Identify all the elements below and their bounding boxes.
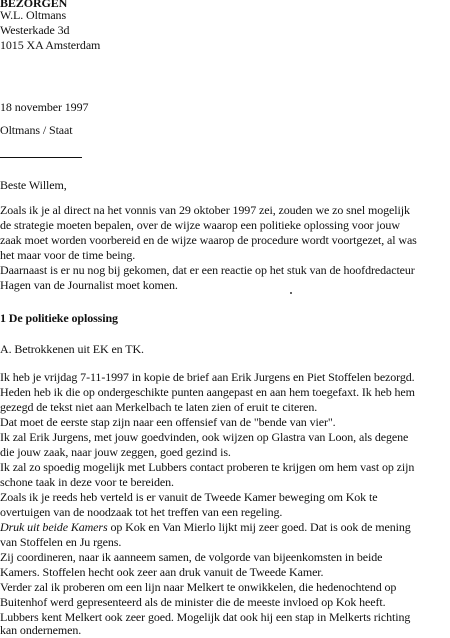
salutation: Beste Willem,: [0, 178, 67, 192]
paragraph-line: zaak moet worden voorbereid en de wijze waarop de procedure wordt voortgezet, al was: [0, 233, 417, 247]
recipient-city: 1015 XA Amsterdam: [0, 38, 101, 52]
paragraph-line: overtuigen van de noodzaak tot het treffen van een regeling.: [0, 505, 283, 519]
paragraph-line: [0, 520, 411, 535]
paragraph-line: Zoals ik je reeds heb verteld is er vanuit de Tweede Kamer beweging om Kok te: [0, 490, 378, 504]
paragraph-line: Hagen van de Journalist moet komen.: [0, 278, 178, 292]
subsection-title: A. Betrokkenen uit EK en TK.: [0, 342, 144, 356]
paragraph-line: schone taak in deze voor te bereiden.: [0, 475, 174, 489]
paragraph-line: Daarnaast is er nu nog bij gekomen, dat er een reactie op het stuk van de hoofdredacteur: [0, 263, 415, 277]
recipient-name: W.L. Oltmans: [0, 8, 67, 22]
paragraph-line: Dat moet de eerste stap zijn naar een offensief van de "bende van vier".: [0, 415, 336, 429]
paragraph-line: Ik zal Erik Jurgens, met jouw goedvinden, ook wijzen op Glastra van Loon, als degene: [0, 430, 409, 444]
paragraph-line: de strategie moeten bepalen, over de wijze waarop een politieke oplossing voor jouw: [0, 218, 400, 232]
paragraph-line: Buitenhof werd gepresenteerd als de minister die de meeste invloed op Kok heeft.: [0, 595, 386, 609]
paragraph-line: Kamers. Stoffelen hecht ook zeer aan druk vanuit de Tweede Kamer.: [0, 565, 324, 579]
delivery-label: BEZORGEN: [0, 0, 68, 10]
paragraph-line: Zij coordineren, naar ik aanneem samen, de volgorde van bijeenkomsten in beide: [0, 550, 383, 564]
paragraph-line: het maar voor de time being.: [0, 248, 136, 262]
emphasis-text: Druk uit beide Kamers: [0, 520, 108, 534]
separator-rule: [0, 157, 82, 158]
section-title: 1 De politieke oplossing: [0, 311, 118, 325]
paragraph-line: van Stoffelen en Ju rgens.: [0, 535, 122, 549]
paragraph-line: Heden heb ik die op ondergeschikte punten aangepast en aan hem toegefaxt. Ik heb hem: [0, 385, 415, 399]
paragraph-line: gezegd de tekst niet aan Merkelbach te laten zien of eruit te citeren.: [0, 400, 318, 414]
paragraph-line: die jouw zaak, naar jouw zeggen, goed gezind is.: [0, 445, 231, 459]
letter-reference: Oltmans / Staat: [0, 123, 73, 137]
letter-date: 18 november 1997: [0, 100, 89, 114]
paragraph-line: kan ondernemen.: [0, 623, 82, 637]
recipient-street: Westerkade 3d: [0, 23, 70, 37]
paragraph-line: Ik heb je vrijdag 7-11-1997 in kopie de brief aan Erik Jurgens en Piet Stoffelen bezorgd.: [0, 370, 415, 384]
paragraph-line: Verder zal ik proberen om een lijn naar Melkert te onwikkelen, die hedenochtend op: [0, 580, 397, 594]
paragraph-line: Ik zal zo spoedig mogelijk met Lubbers contact proberen te krijgen om hem vast op zijn: [0, 460, 415, 474]
paragraph-line: Lubbers kent Melkert ook zeer goed. Mogelijk dat ook hij een stap in Melkerts richting: [0, 610, 411, 624]
scan-speck: [290, 292, 292, 294]
paragraph-line: Zoals ik je al direct na het vonnis van 29 oktober 1997 zei, zouden we zo snel mogelijk: [0, 203, 410, 217]
line-continuation: op Kok en Van Mierlo lijkt mij zeer goed. Dat is ook de mening: [107, 520, 411, 534]
